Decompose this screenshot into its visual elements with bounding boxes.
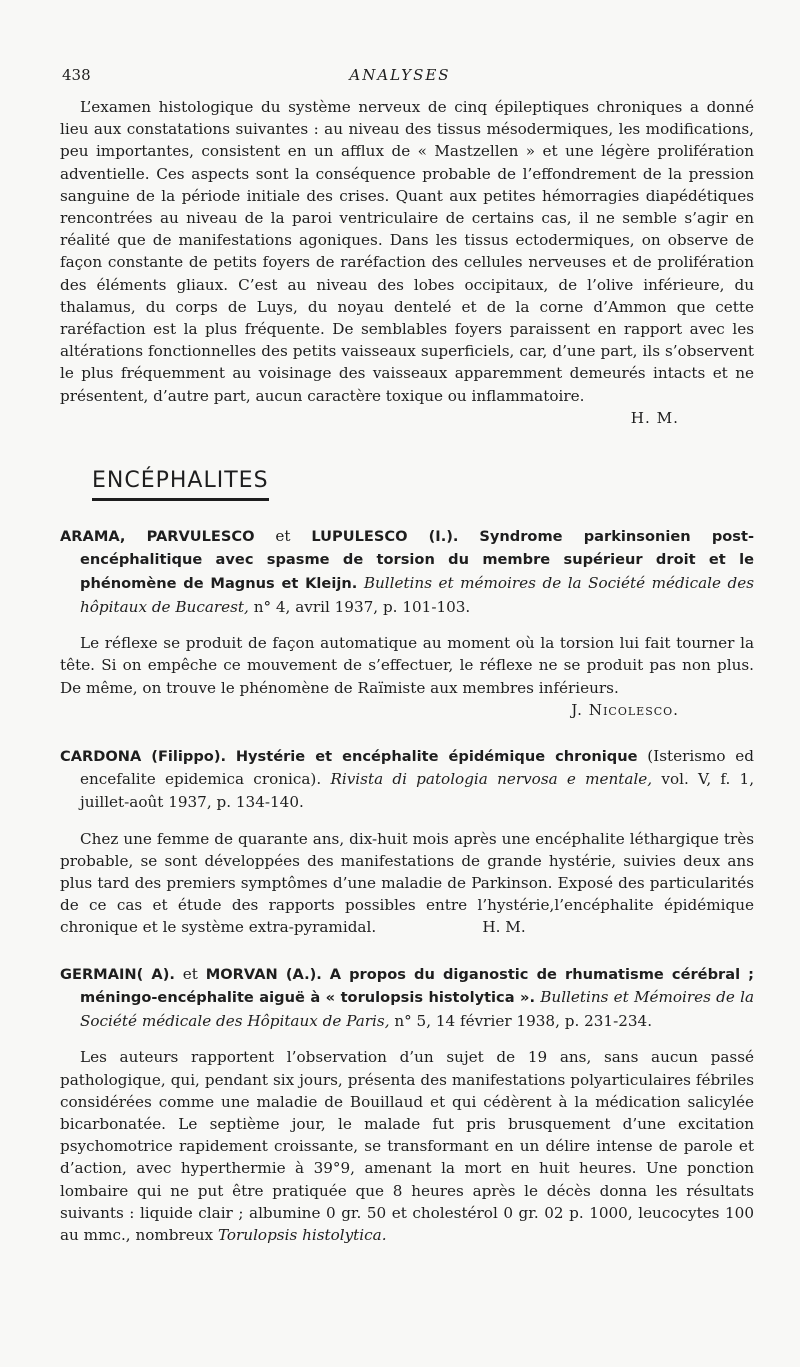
entry-abstract: Le réflexe se produit de façon automatique au moment où la torsion lui fait tourner la tête. Si on empêche ce mouvement de s’effectuer, le réflexe ne se produit pas non plus. De même, on trouve le phénomène de Raïmiste aux membres inférieurs.: [60, 634, 754, 697]
entry-title: Syndrome parkinsonien post-encéphalitique avec spasme de torsion du membre supérieur droit et le phénomène de Magnus et Kleijn.: [80, 527, 755, 593]
section-title: ENCÉPHALITES: [92, 468, 269, 501]
intro-paragraph: L’examen histologique du système nerveux de cinq épileptiques chroniques a donné lieu aux constatations suivantes : au niveau des tissus mésodermiques, les modifications, peu importantes, consistent en un afflux de « Mastzellen » et une légère prolifération adventielle. Ces aspects sont la conséquence probable de l’effondrement de la pression sanguine de la période initiale des crises. Quant aux petites hémorragies diapédétiques rencontrées au niveau de la paroi ventriculaire de certains cas, il ne semble s’agir en réalité que de manifestations agoniques. Dans les tissus ectodermiques, on observe de façon constante de petits foyers de raréfaction des cellules nerveuses et de prolifération des éléments gliaux. C’est au niveau des lobes occipitaux, de l’olive inférieure, du thalamus, du corps de Luys, du noyau dentelé et de la corne d’Ammon que cette raréfaction est la plus fréquente. De semblables foyers paraissent en rapport avec les altérations fonctionnelles des petits vaisseaux superficiels, car, d’une part, ils s’observent le plus fréquemment au voisinage des vaisseaux apparemment demeurés intacts et ne présentent, d’autre part, aucun caractère toxique ou inflammatoire.: [60, 98, 754, 405]
entry-authors: GERMAIN( A).: [60, 965, 175, 983]
running-title: ANALYSES: [349, 66, 451, 84]
entry-abstract-text: Chez une femme de quarante ans, dix-huit mois après une encéphalite léthargique très probable, se sont développées des manifestations de grande hystérie, suivies deux ans plus tard des premiers symptômes d’une maladie de Parkinson. Exposé des particularités de ce cas et étude des rapports possibles entre l’hystérie,l’encéphalite épidémique chronique et le système extra-pyramidal.: [60, 829, 754, 937]
entry-journal: Bulletins et Mémoires de la Société médicale des Hôpitaux de Paris,: [80, 988, 755, 1030]
entry-reference: [60, 963, 754, 1033]
entry-abstract-italic: Torulopsis histolytica.: [217, 1226, 387, 1245]
entry-authors-and: et: [275, 526, 291, 545]
entry-abstract: [60, 828, 754, 939]
entry-title: Hystérie et encéphalite épidémique chronique: [235, 747, 638, 765]
entry-authors-and: et: [182, 964, 198, 983]
page-content: [60, 96, 754, 1246]
entry-reference: [60, 525, 754, 618]
entry-title: A propos du diganostic de rhumatisme cérébral ; méningo-encéphalite aiguë à « torulopsis histolytica ».: [80, 965, 755, 1007]
entry-germain: [60, 963, 754, 1247]
entry-authors: ARAMA, PARVULESCO: [60, 527, 255, 545]
entry-journal: Bulletins et mémoires de la Société médicale des hôpitaux de Bucarest,: [80, 574, 755, 616]
entry-authors: CARDONA (Filippo).: [60, 747, 227, 765]
entry-abstract-text: Les auteurs rapportent l’observation d’un sujet de 19 ans, sans aucun passé pathologique, qui, pendant six jours, présenta des manifestations polyarticulaires fébriles considérées comme une maladie de Bouillaud et qui cédèrent à la médication salicylée bicarbonatée. Le septième jour, le malade fut pris brusquement d’une excitation psychomotrice rapidement croissante, se transformant en un délire intense de parole et d’action, avec hyperthermie à 39°9, amenant la mort en huit heures. Une ponction lombaire qui ne put être pratiquée que 8 heures après le décès donna les résultats suivants : liquide clair ; albumine 0 gr. 50 et cholestérol 0 gr. 02 p. 1000, leucocytes 100 au mmc., nombreux: [60, 1048, 754, 1245]
entry-authors-2: MORVAN (A.).: [205, 965, 322, 983]
entry-details: vol. V, f. 1, juillet-août 1937, p. 134-140.: [80, 770, 755, 812]
entry-reference: [60, 745, 754, 814]
page-header: [62, 66, 738, 86]
entry-authors-2: LUPULESCO (I.).: [311, 527, 459, 545]
entry-signature: J. Nicolesco.: [571, 700, 679, 719]
entry-signature: H. M.: [482, 918, 526, 937]
intro-signature: H. M.: [630, 408, 679, 427]
entry-arama: [60, 525, 754, 721]
entry-cardona: [60, 745, 754, 939]
entry-abstract: [60, 1046, 754, 1246]
entry-journal: Rivista di patologia nervosa e mentale,: [330, 770, 653, 789]
entry-title-extra: (Isterismo ed encefalite epidemica cronica).: [80, 746, 754, 789]
entry-details: n° 4, avril 1937, p. 101-103.: [253, 597, 471, 616]
entry-details: n° 5, 14 février 1938, p. 231-234.: [394, 1011, 653, 1030]
page-number: 438: [62, 66, 91, 84]
